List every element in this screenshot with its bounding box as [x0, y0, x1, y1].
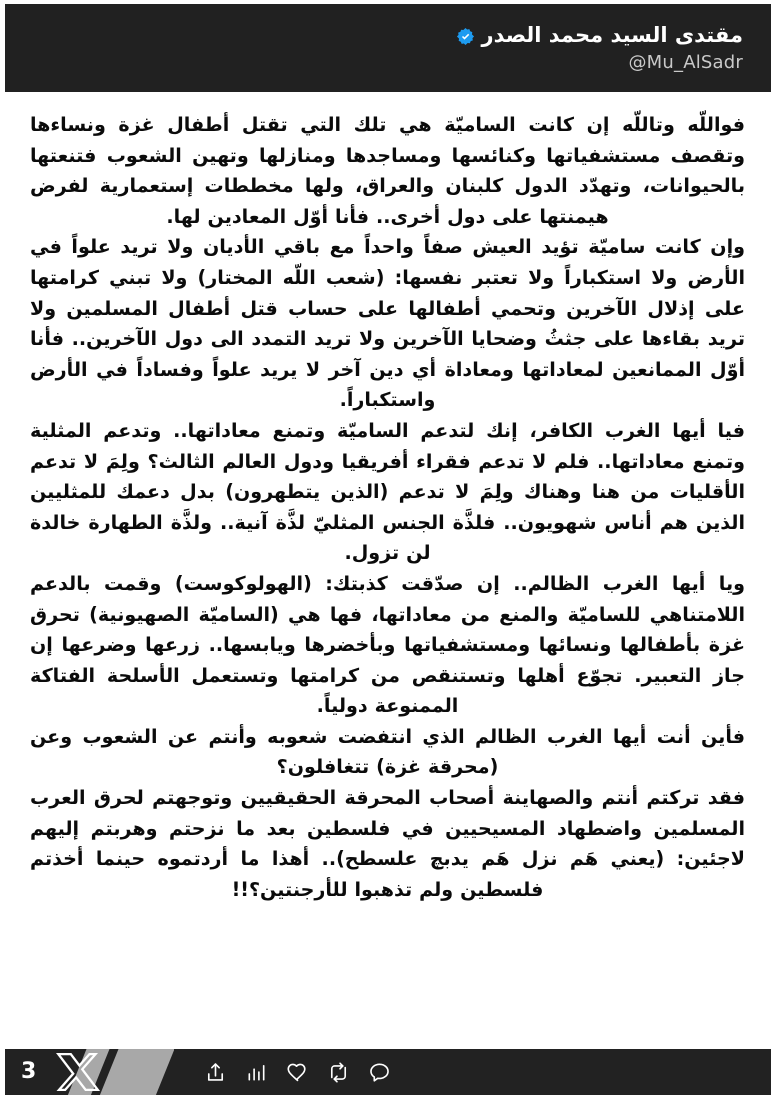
post-paragraph: ويا أيها الغرب الظالم.. إن صدّقت كذبتك: (الهولوكوست) وقمت بالدعم اللامتناهي للساميّة والمنع من معاداتها، فها هي (الساميّة الصهيونية) تحرق غزة بأطفالها ونسائها ومستشفياتها وبأخضرها ويابسها.. زرعها وضرعها إن جاز التعبير. تجوّع أهلها وتستنقص من كرامتها وتستعمل الأسلحة الفتاكة الممنوعة دولياً. [30, 571, 745, 718]
engagement-actions [198, 1061, 391, 1084]
account-identity[interactable] [456, 23, 744, 48]
x-logo-icon [50, 1049, 174, 1095]
post-paragraph: فواللّه وتاللّه إن كانت الساميّة هي تلك التي تقتل أطفال غزة ونساءها وتقصف مستشفياتها وكنائسها ومساجدها ومنازلها وتهين الشعوب فتنعتها بالحيوانات، وتهدّد الدول كلبنان والعراق، ولها مخططات إستعمارية لفرض هيمنتها على دول أخرى.. فأنا أوّل المعادين لها. [30, 113, 745, 228]
post-paragraph: وإن كانت ساميّة تؤيد العيش صفاً واحداً مع باقي الأديان ولا تريد علواً في الأرض ولا استكباراً ولا تعتبر نفسها: (شعب اللّه المختار) ولا تبني كرامتها على إذلال الآخرين وتحمي أطفالها على حساب قتل أطفال المسلمين ولا تريد بقاءها على جثثُ وضحايا الآخرين ولا تريد التمدد الى دول الآخرين.. فأنا أوّل الممانعين لمعاداتها ومعاداة أي دين آخر لا يريد علواً وفساداً في الأرض واستكباراً. [30, 235, 745, 412]
post-paragraph: فأين أنت أيها الغرب الظالم الذي انتفضت شعوبه وأنتم عن الشعوب وعن (محرقة غزة) تتغافلون؟ [30, 724, 745, 779]
account-display-name: مقتدى السيد محمد الصدر [481, 23, 743, 48]
post-header [5, 4, 771, 92]
post-body [0, 92, 776, 1049]
post-footer [5, 1049, 771, 1095]
post-paragraph: فيا أيها الغرب الكافر، إنك لتدعم الساميّة وتمنع معاداتها.. وتدعم المثلية وتمنع معاداتها.. فلم لا تدعم فقراء أفريقيا ودول العالم الثالث؟ ولِمَ لا تدعم الأقليات من هنا وهناك ولِمَ لا تدعم (الذين يتطهرون) بدل دعمك للمثليين الذين هم أناس شهويون.. فلذَّة الجنس المثليّ لذَّة آنية.. ولذَّة الطهارة خالدة لن تزول. [30, 418, 745, 565]
share-icon[interactable] [204, 1061, 227, 1084]
reply-icon[interactable] [368, 1061, 391, 1084]
post-paragraph: فقد تركتم أنتم والصهاينة أصحاب المحرقة الحقيقيين وتوجهتم لحرق العرب المسلمين واضطهاد المسيحيين في فلسطين بعد ما نزحتم وهربتم إليهم لاجئين: (يعني هَم نزل هَم يدبچ علسطح).. أهذا ما أردتموه حينما أخذتم فلسطين ولم تذهبوا للأرجنتين؟!! [30, 786, 745, 901]
footer-brand-group [5, 1049, 174, 1095]
page-number: 3 [21, 1059, 37, 1084]
analytics-icon[interactable] [245, 1061, 268, 1084]
account-handle: @Mu_AlSadr [628, 51, 743, 73]
like-heart-icon[interactable] [286, 1061, 309, 1084]
retweet-icon[interactable] [327, 1061, 350, 1084]
verified-badge-icon [456, 27, 475, 46]
